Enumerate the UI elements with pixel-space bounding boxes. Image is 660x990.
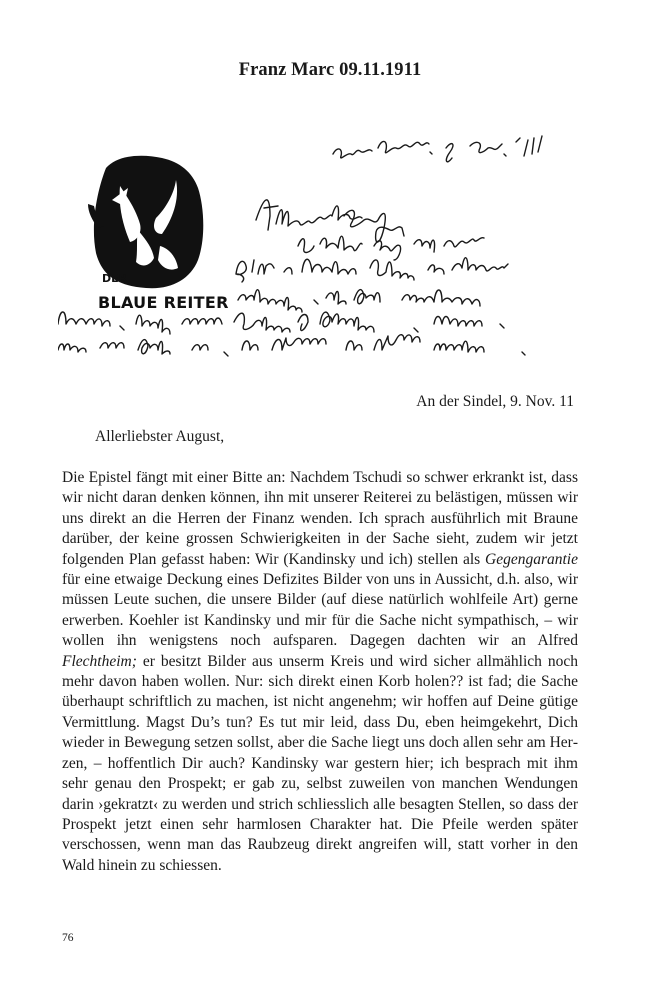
logo-text-der: DER — [102, 272, 128, 285]
letter-body — [62, 468, 578, 876]
handwritten-letter-facsimile — [58, 128, 603, 368]
page-title: Franz Marc 09.11.1911 — [238, 60, 422, 80]
letter-salutation: Allerliebster August, — [95, 428, 225, 445]
letter-body-segment: Die Epistel fängt mit einer Bitte an: Nachdem Tschudi so schwer erkrankt ist, dass wir nicht daran denken können, ihn mit unserer Reiterei zu belästigen, müssen wir uns direkt an die Herren der Finanz wenden. Ich sprach ausführlich mit Braune darüber, der keine grossen Schwierigkeiten in der Sache sieht, zudem wir jetzt folgenden Plan gefasst haben: Wir (Kandinsky und ich) stellen als — [62, 469, 578, 568]
letter-body-emphasis: Gegengarantie — [485, 550, 578, 568]
logo-text-blaue-reiter: BLAUE REITER — [98, 293, 229, 312]
page-number: 76 — [62, 932, 74, 944]
letter-body-segment: er besitzt Bilder aus unserm Kreis und wird sicher allmählich noch mehr davon haben wollen. Nur: sich direkt einen Korb holen?? ist fad; die Sache überhaupt schriftlich zu machen, ist nicht angenehm; wir hoffen auf Deine gütige Vermittlung. Magst Du’s tun? Es tut mir leid, dass Du, eben heimgekehrt, Dich wieder in Bewegung setzen sollst, aber die Sache liegt uns doch allen sehr am Herzen, – hoffentlich Dir auch? Kandinsky war gestern hier; ich besprach mit ihm sehr genau den Prospekt; er gab zu, selbst zuweilen von manchen Wendungen darin ›gekratzt‹ zu werden und strich schliesslich alle besagten Stellen, so dass der Prospekt jetzt einen sehr harmlosen Charakter hat. Die Pfeile werden später verschossen, wenn man das Raubzeug direkt angreifen will, statt vorher in den Wald hinein zu schiessen. — [62, 652, 578, 874]
manuscript-facsimile — [58, 128, 603, 368]
letter-body-segment: für eine etwaige Deckung eines Defizites Bilder von uns in Aussicht, d.h. also, wir müssen Leute suchen, die unsere Bilder (auf diese natürlich wohlfeile Art) gerne erwerben. Koehler ist Kandinsky und mir für die Sache nicht sympathisch, – wir wollen ihn wenigstens noch aufsparen. Dagegen dachten wir an Alfred — [62, 571, 578, 650]
letter-dateline: An der Sindel, 9. Nov. 11 — [416, 393, 574, 410]
letter-body-emphasis: Flechtheim; — [62, 652, 137, 670]
blaue-reiter-logo — [88, 156, 229, 312]
